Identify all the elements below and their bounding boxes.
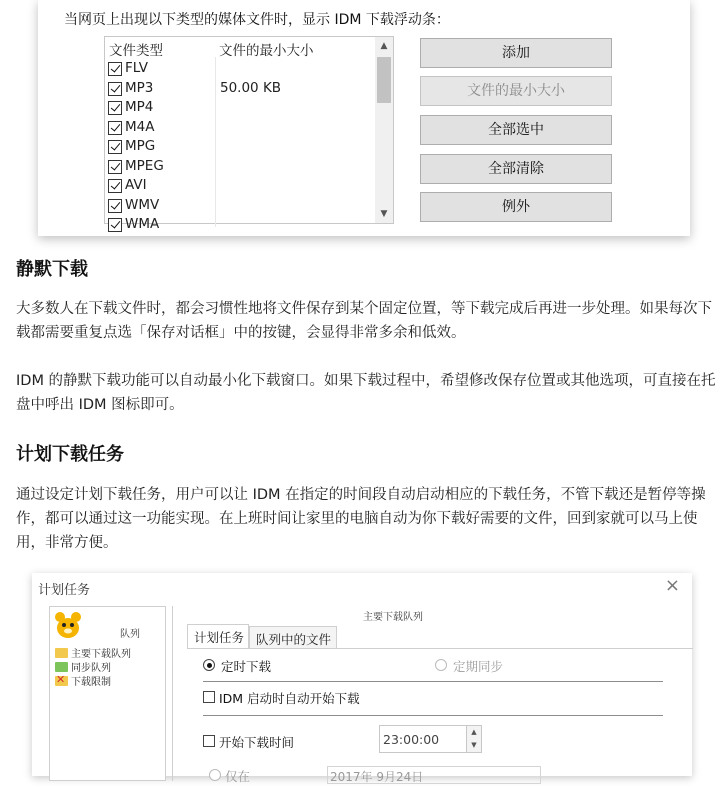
list-item[interactable] [105, 176, 375, 196]
file-type-name: MPEG [125, 157, 164, 174]
checkbox-checked[interactable] [108, 179, 122, 193]
queue-name: 主要下载队列 [363, 612, 423, 623]
media-types-dialog [38, 0, 690, 236]
scrollbar-thumb[interactable] [377, 57, 391, 103]
file-type-name: MP4 [125, 99, 154, 115]
file-type-name: WMV [125, 196, 160, 213]
heading-silent-download: 静默下载 [16, 259, 88, 280]
start-time-input[interactable]: 23:00:00 [379, 725, 477, 753]
chevron-up-icon[interactable]: ▲ [471, 728, 477, 736]
checkbox-start-time-label: 开始下载时间 [219, 735, 295, 750]
checkbox-checked[interactable] [108, 101, 122, 115]
list-item[interactable] [105, 196, 375, 216]
queue-item-limit[interactable] [55, 673, 111, 688]
queue-item-label: 下载限制 [71, 677, 111, 688]
radio-scheduled[interactable] [203, 659, 215, 671]
file-type-name: WMA [125, 216, 160, 232]
queue-item-sync[interactable] [55, 659, 111, 674]
file-min-size: 50.00 KB [220, 79, 282, 96]
chevron-down-icon[interactable]: ▼ [471, 741, 477, 749]
paragraph-silent-2: IDM 的静默下载功能可以自动最小化下载窗口。如果下载过程中，希望修改保存位置或其他选项，可直接在托盘中呼出 IDM 图标即可。 [16, 373, 716, 413]
checkbox-autostart[interactable] [203, 691, 215, 703]
schedule-dialog [32, 573, 692, 784]
heading-schedule: 计划下载任务 [16, 444, 124, 465]
file-type-name: FLV [125, 60, 149, 76]
queue-settings [172, 606, 692, 784]
file-type-list[interactable] [104, 36, 394, 232]
queue-item-label: 同步队列 [71, 663, 111, 674]
folder-icon [55, 648, 68, 658]
paragraph-schedule: 通过设定计划下载任务，用户可以让 IDM 在指定的时间段自动启动相应的下载任务，不管下载还是暂停等操作，都可以通过这一功能实现。在上班时间让家里的电脑自动为你下载好需要的文件，回到家就可以马上使用，非常方便。 [16, 487, 706, 551]
file-type-name: AVI [125, 177, 147, 193]
list-item[interactable] [105, 79, 375, 99]
radio-sync[interactable] [435, 659, 447, 671]
queue-item-main[interactable] [55, 645, 131, 660]
chevron-up-icon[interactable]: ▲ [380, 41, 388, 51]
mascot-icon [52, 609, 84, 641]
clear-all-button[interactable]: 全部清除 [420, 154, 612, 184]
list-header [105, 37, 375, 57]
checkbox-checked[interactable] [108, 199, 122, 213]
dialog-prompt: 当网页上出现以下类型的媒体文件时，显示 IDM 下载浮动条： [64, 12, 450, 28]
radio-once-label: 仅在 [225, 769, 251, 784]
close-icon[interactable]: × [664, 575, 680, 596]
radio-sync-label: 定期同步 [453, 659, 504, 674]
time-spinner[interactable] [466, 725, 482, 753]
column-min-size: 文件的最小大小 [219, 43, 314, 59]
file-type-name: MP3 [125, 79, 154, 96]
checkbox-checked[interactable] [108, 160, 122, 174]
folder-icon [55, 662, 68, 672]
date-picker[interactable]: 2017年 9月24日 [327, 766, 541, 784]
add-button[interactable]: 添加 [420, 38, 612, 68]
list-item[interactable] [105, 98, 375, 118]
divider [203, 715, 663, 716]
queue-label: 队列 [120, 629, 140, 640]
checkbox-checked[interactable] [108, 62, 122, 76]
dialog-title: 计划任务 [38, 583, 91, 598]
checkbox-start-time[interactable] [203, 735, 215, 747]
checkbox-autostart-label: IDM 启动时自动开始下载 [219, 691, 360, 706]
checkbox-checked[interactable] [108, 140, 122, 154]
min-size-button[interactable]: 文件的最小大小 [420, 76, 612, 106]
checkbox-checked[interactable] [108, 121, 122, 135]
queue-item-label: 主要下载队列 [71, 649, 131, 660]
folder-x-icon: ✕ [55, 676, 68, 686]
list-item[interactable] [105, 137, 375, 157]
checkbox-checked[interactable] [108, 218, 122, 232]
file-type-name: MPG [125, 138, 156, 154]
list-item[interactable] [105, 157, 375, 177]
checkbox-checked[interactable] [108, 82, 122, 96]
column-file-type: 文件类型 [109, 43, 163, 59]
radio-once[interactable] [209, 769, 221, 781]
paragraph-silent-1: 大多数人在下载文件时，都会习惯性地将文件保存到某个固定位置，等下载完成后再进一步处理。如果每次下载都需要重复点选「保存对话框」中的按键，会显得非常多余和低效。 [16, 301, 712, 341]
divider [203, 681, 663, 682]
list-item[interactable] [105, 118, 375, 138]
exceptions-button[interactable]: 例外 [420, 192, 612, 222]
file-type-name: M4A [125, 118, 155, 135]
list-scrollbar[interactable] [375, 37, 393, 223]
schedule-panel [187, 648, 693, 788]
queue-tree[interactable] [49, 606, 166, 781]
tab-queue-files[interactable]: 队列中的文件 [249, 626, 337, 648]
tab-schedule[interactable]: 计划任务 [187, 624, 249, 649]
select-all-button[interactable]: 全部选中 [420, 115, 612, 145]
chevron-down-icon[interactable]: ▼ [380, 209, 388, 219]
list-item[interactable] [105, 59, 375, 79]
radio-scheduled-label: 定时下载 [221, 659, 272, 674]
list-item[interactable] [105, 215, 375, 235]
